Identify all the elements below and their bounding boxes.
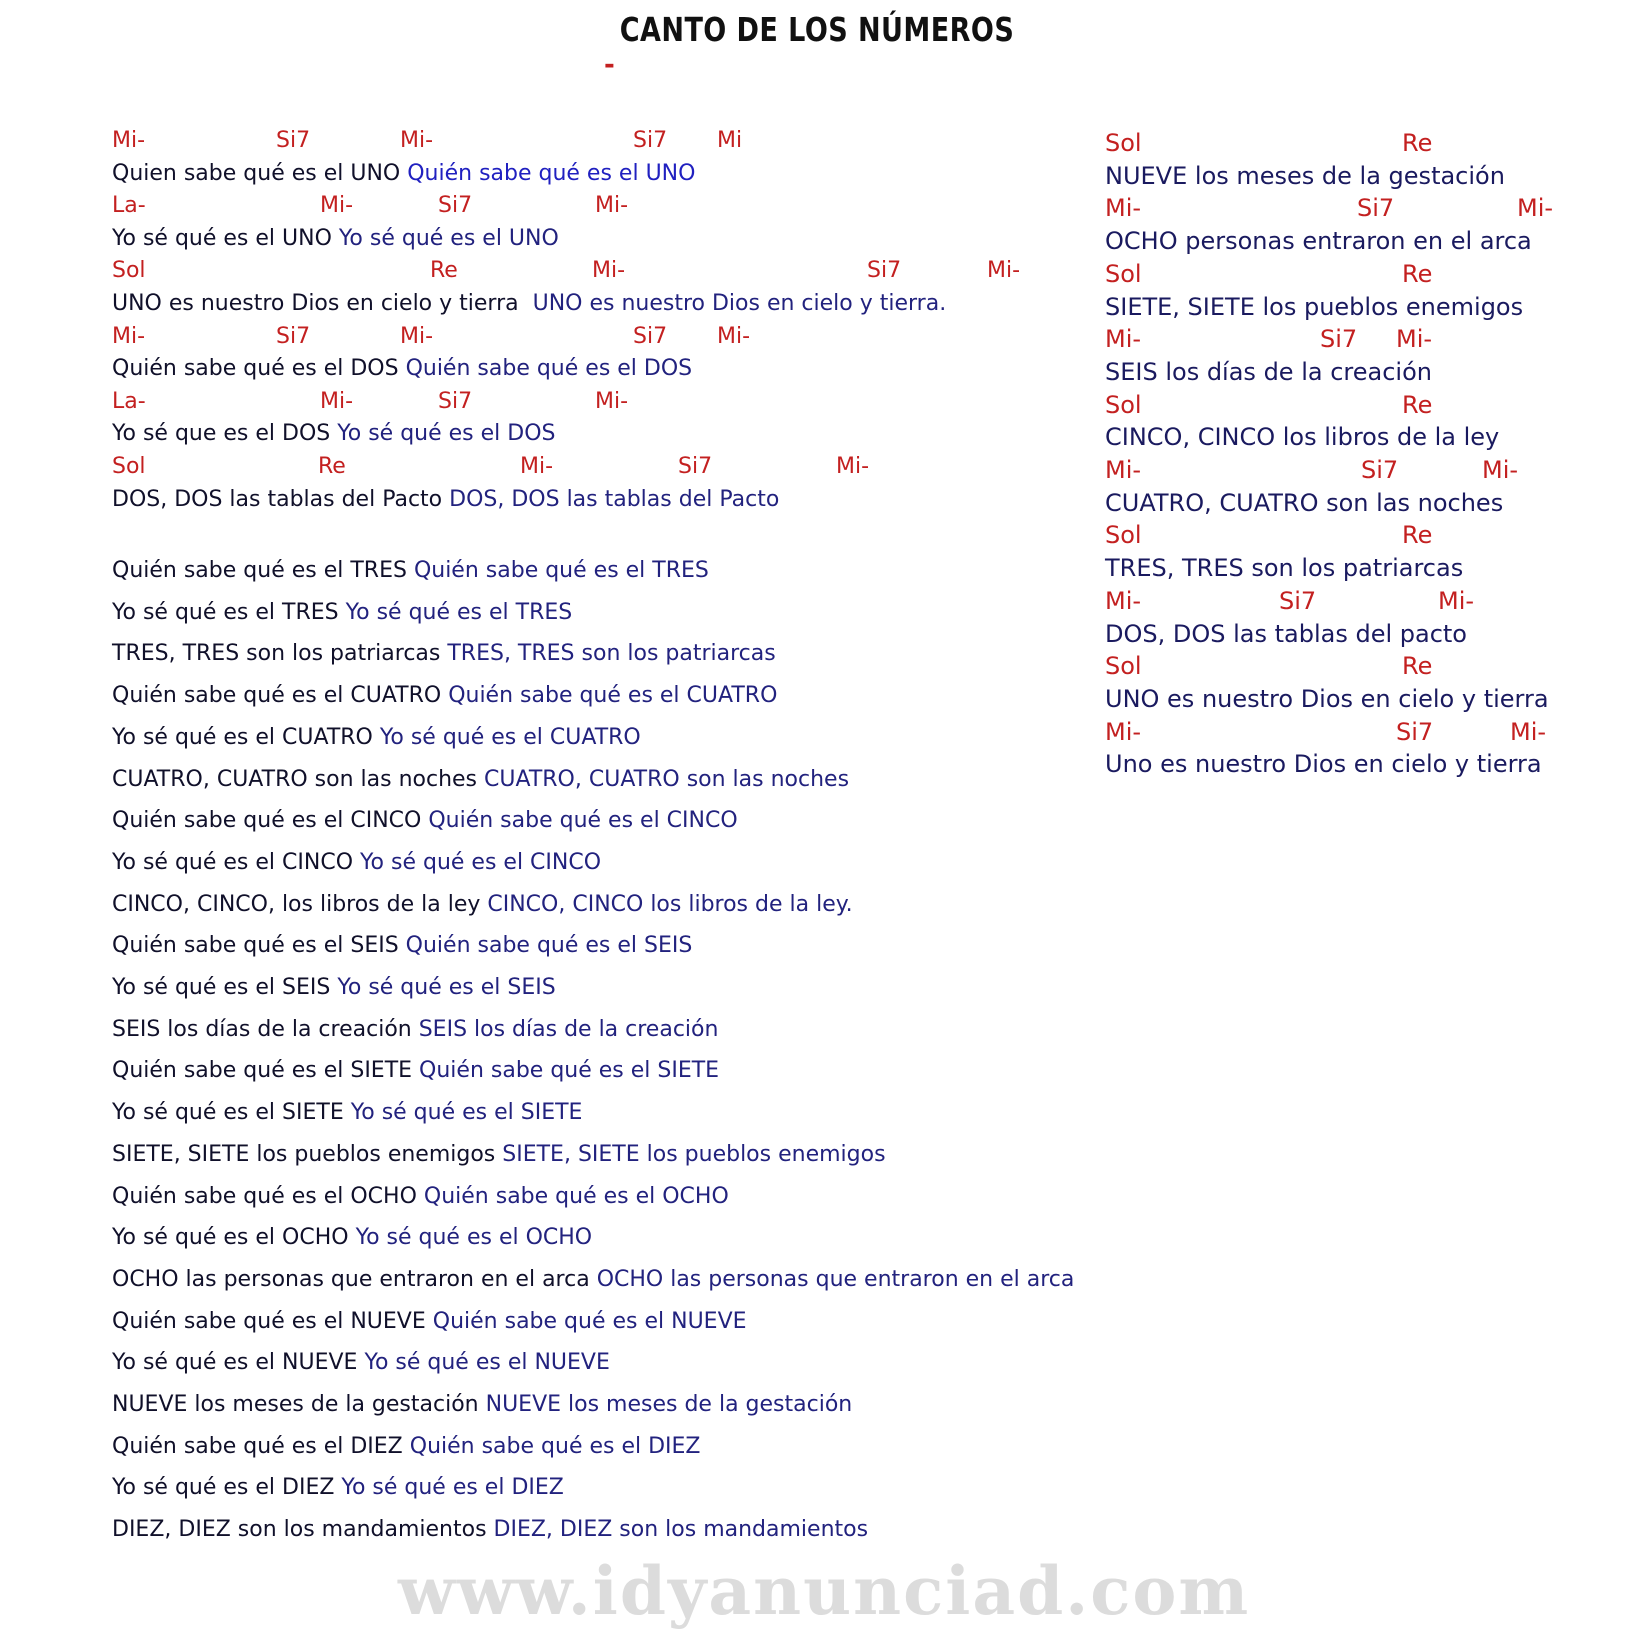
chord: Si7	[1357, 194, 1395, 223]
lyric-segment: OCHO las personas que entraron en el arca	[596, 1266, 1075, 1292]
lyric-line	[112, 850, 601, 882]
chord: Mi-	[1105, 456, 1142, 484]
lyric-segment: TRES, TRES son los patriarcas	[112, 641, 448, 667]
lyric-line	[1105, 621, 1467, 653]
lyric-line	[112, 725, 641, 757]
lyric-segment: Quien sabe qué es el UNO	[112, 160, 408, 186]
lyric-segment: DIEZ, DIEZ son los mandamientos	[493, 1517, 869, 1543]
lyric-line	[112, 683, 777, 715]
chord: Re	[430, 258, 458, 284]
lyric-segment: Quién sabe qué es el UNO	[407, 160, 696, 186]
lyric-segment: Quién sabe qué es el DIEZ	[409, 1433, 701, 1459]
page-title: CANTO DE LOS NÚMEROS	[619, 10, 1015, 49]
lyric-line	[112, 975, 556, 1007]
lyric-segment: Quién sabe qué es el CUATRO	[448, 683, 778, 709]
chord: Sol	[112, 258, 146, 284]
chord: Mi-	[592, 258, 626, 284]
lyric-line	[112, 1392, 852, 1424]
lyric-segment: Quién sabe qué es el DOS	[112, 356, 406, 382]
lyric-line	[112, 1100, 582, 1132]
lyric-segment: OCHO las personas que entraron en el arca	[112, 1266, 597, 1292]
lyric-segment: CINCO, CINCO, los libros de la ley	[112, 891, 488, 917]
lyric-segment: UNO es nuestro Dios en cielo y tierra	[1105, 684, 1549, 713]
lyric-segment: Quién sabe qué es el SEIS	[112, 933, 406, 959]
lyric-segment: Yo sé qué es el SIETE	[112, 1100, 351, 1126]
lyric-segment: Yo sé qué es el OCHO	[112, 1225, 356, 1251]
lyric-line	[112, 226, 559, 258]
lyric-segment: UNO es nuestro Dios en cielo y tierra.	[532, 291, 947, 316]
lyric-segment: Yo sé qué es el CINCO	[112, 849, 361, 875]
chord: Mi-	[836, 454, 870, 479]
chord: Mi-	[987, 258, 1021, 284]
chord: Si7	[678, 454, 713, 479]
chord: Mi-	[1510, 717, 1547, 746]
lyric-segment: SEIS los días de la creación	[418, 1016, 719, 1042]
lyric-segment: Quién sabe qué es el NUEVE	[112, 1308, 433, 1334]
chord: Re	[1402, 259, 1433, 288]
chord: Sol	[1105, 652, 1142, 681]
lyric-line	[1105, 686, 1549, 718]
lyric-line	[112, 1434, 701, 1466]
chord: Mi-	[1105, 717, 1142, 746]
chord: Sol	[1105, 259, 1142, 288]
lyric-segment: SIETE, SIETE los pueblos enemigos	[502, 1141, 886, 1167]
chord: Mi-	[112, 128, 146, 153]
chord: Re	[1402, 129, 1433, 157]
chord: Mi-	[520, 454, 554, 479]
chord: Si7	[1320, 325, 1358, 354]
lyric-line	[112, 1517, 868, 1549]
lyric-segment: Yo sé qué es el NUEVE	[364, 1350, 610, 1376]
chord: Mi-	[1482, 456, 1519, 484]
chord: Mi-	[1105, 325, 1142, 354]
lyric-segment: Quién sabe qué es el DIEZ	[112, 1433, 410, 1459]
lyric-line	[112, 1184, 729, 1216]
chord: Si7	[633, 323, 668, 349]
chord: Sol	[1105, 129, 1142, 157]
lyric-segment: Yo sé qué es el NUEVE	[112, 1350, 365, 1376]
lyric-line	[1105, 555, 1463, 587]
lyric-line	[112, 1225, 592, 1257]
chord: Sol	[112, 454, 146, 479]
lyric-segment: DOS, DOS las tablas del Pacto	[112, 486, 450, 512]
chord: Si7	[867, 258, 902, 284]
lyric-segment: Yo sé que es el DOS	[112, 421, 338, 447]
lyric-segment: DOS, DOS las tablas del Pacto	[449, 486, 780, 512]
lyric-segment: Quién sabe qué es el TRES	[413, 558, 709, 583]
chord: Si7	[438, 193, 473, 219]
lyric-segment: Yo sé qué es el TRES	[112, 599, 346, 625]
lyric-segment: CUATRO, CUATRO son las noches	[1105, 488, 1504, 517]
lyric-segment: Yo sé qué es el CINCO	[360, 849, 602, 875]
chord: La-	[112, 388, 146, 414]
lyric-segment: TRES, TRES son los patriarcas	[1105, 554, 1464, 583]
chord: Mi-	[1396, 325, 1433, 354]
chord: Mi-	[320, 193, 354, 219]
chord: Si7	[276, 128, 311, 153]
lyric-segment: Uno es nuestro Dios en cielo y tierra	[1105, 750, 1542, 779]
lyric-line	[112, 558, 709, 590]
lyric-line	[112, 1350, 610, 1382]
lyric-segment: Yo sé qué es el SIETE	[350, 1100, 583, 1126]
lyric-segment: TRES, TRES son los patriarcas	[447, 641, 776, 667]
chord: Si7	[276, 323, 311, 349]
lyric-segment: Quién sabe qué es el NUEVE	[432, 1308, 747, 1334]
lyric-line	[1105, 751, 1542, 783]
lyric-line	[112, 1267, 1074, 1299]
chord: Mi-	[1438, 586, 1475, 615]
lyric-line	[1105, 294, 1523, 326]
chord: Sol	[1105, 521, 1142, 550]
lyric-line	[112, 291, 946, 323]
lyric-segment: Yo sé qué es el DIEZ	[112, 1475, 342, 1501]
lyric-segment: Yo sé qué es el CUATRO	[112, 724, 380, 750]
chord: Mi-	[320, 388, 354, 414]
lyric-segment: Yo sé qué es el DOS	[337, 421, 556, 447]
chord: Si7	[1361, 456, 1399, 484]
lyric-segment: Quién sabe qué es el DOS	[405, 356, 693, 382]
lyric-segment: CINCO, CINCO los libros de la ley.	[487, 891, 853, 917]
lyric-segment: Quién sabe qué es el CINCO	[112, 808, 429, 834]
lyric-segment: NUEVE los meses de la gestación	[485, 1392, 853, 1417]
chord: Mi-	[595, 388, 629, 414]
lyric-line	[112, 600, 572, 632]
lyric-segment: Quién sabe qué es el CINCO	[428, 808, 738, 834]
lyric-segment: CUATRO, CUATRO son las noches	[112, 766, 485, 792]
lyric-segment: Yo sé qué es el TRES	[345, 599, 573, 625]
lyric-segment: Quién sabe qué es el OCHO	[112, 1183, 424, 1209]
lyric-segment: Yo sé qué es el DIEZ	[341, 1475, 564, 1501]
lyric-line	[1105, 490, 1503, 522]
chord: Re	[1402, 390, 1433, 419]
lyric-segment: DIEZ, DIEZ son los mandamientos	[112, 1517, 494, 1543]
lyric-segment: Quién sabe qué es el OCHO	[423, 1183, 729, 1209]
chord: La-	[112, 193, 146, 219]
lyric-segment: Yo sé qué es el SEIS	[337, 975, 556, 1000]
lyric-segment: Yo sé qué es el CUATRO	[379, 724, 641, 750]
lyric-line	[112, 1475, 564, 1507]
lyric-line	[112, 808, 738, 840]
lyric-segment: CINCO, CINCO los libros de la ley	[1105, 423, 1500, 452]
watermark: www.idyanunciad.com	[398, 1552, 1251, 1630]
lyric-line	[112, 161, 695, 193]
chord: Mi-	[112, 323, 146, 349]
chord: Re	[1402, 652, 1433, 681]
lyric-segment: Quién sabe qué es el CUATRO	[112, 683, 449, 709]
chord: Mi-	[1105, 586, 1142, 615]
chord: Mi-	[400, 323, 434, 349]
chord: Mi-	[1517, 194, 1554, 223]
lyric-segment: SEIS los días de la creación	[112, 1016, 419, 1042]
chord: Re	[1402, 521, 1433, 550]
lyric-line	[112, 641, 776, 673]
lyric-line	[1105, 228, 1532, 260]
lyric-segment: Quién sabe qué es el SIETE	[419, 1058, 720, 1084]
lyric-segment: NUEVE los meses de la gestación	[112, 1392, 486, 1417]
chord: Mi	[717, 128, 743, 153]
chord: Mi-	[595, 193, 629, 219]
lyric-line	[112, 1309, 747, 1341]
lyric-segment: Quién sabe qué es el SEIS	[405, 933, 693, 959]
lyric-line	[112, 933, 692, 965]
chord: Si7	[438, 388, 473, 414]
chord: Si7	[1396, 717, 1434, 746]
lyric-segment: Yo sé qué es el UNO	[112, 225, 339, 251]
lyric-segment: DOS, DOS las tablas del pacto	[1105, 619, 1467, 648]
chord: Sol	[1105, 390, 1142, 419]
lyric-segment: Quién sabe qué es el SIETE	[112, 1058, 420, 1084]
chord: Si7	[633, 128, 668, 153]
chord: Si7	[1279, 586, 1317, 615]
lyric-line	[112, 1142, 886, 1174]
lyric-segment: SIETE, SIETE los pueblos enemigos	[112, 1141, 503, 1167]
title-dash: -	[604, 50, 615, 80]
chord: Re	[318, 454, 346, 479]
lyric-segment: Yo sé qué es el UNO	[338, 225, 559, 251]
lyric-segment: Quién sabe qué es el TRES	[112, 558, 414, 583]
lyric-line	[112, 421, 556, 453]
lyric-segment: SEIS los días de la creación	[1105, 357, 1432, 386]
lyric-segment: Yo sé qué es el SEIS	[112, 975, 338, 1000]
lyric-segment: SIETE, SIETE los pueblos enemigos	[1105, 292, 1524, 321]
lyric-line	[112, 487, 779, 519]
chord: Mi-	[1105, 194, 1142, 223]
lyric-line	[1105, 359, 1432, 391]
lyric-line	[112, 356, 692, 388]
lyric-segment: Yo sé qué es el OCHO	[355, 1225, 593, 1251]
lyric-line	[112, 1058, 719, 1090]
lyric-segment: CUATRO, CUATRO son las noches	[484, 766, 850, 792]
lyric-segment: NUEVE los meses de la gestación	[1105, 161, 1505, 190]
lyric-line	[1105, 163, 1505, 195]
lyric-segment: UNO es nuestro Dios en cielo y tierra	[112, 291, 533, 316]
chord: Mi-	[717, 323, 751, 349]
chord: Mi-	[400, 128, 434, 153]
lyric-line	[1105, 424, 1499, 456]
lyric-line	[112, 1017, 718, 1049]
lyric-line	[112, 892, 853, 924]
lyric-line	[112, 767, 849, 799]
lyric-segment: OCHO personas entraron en el arca	[1105, 227, 1532, 256]
